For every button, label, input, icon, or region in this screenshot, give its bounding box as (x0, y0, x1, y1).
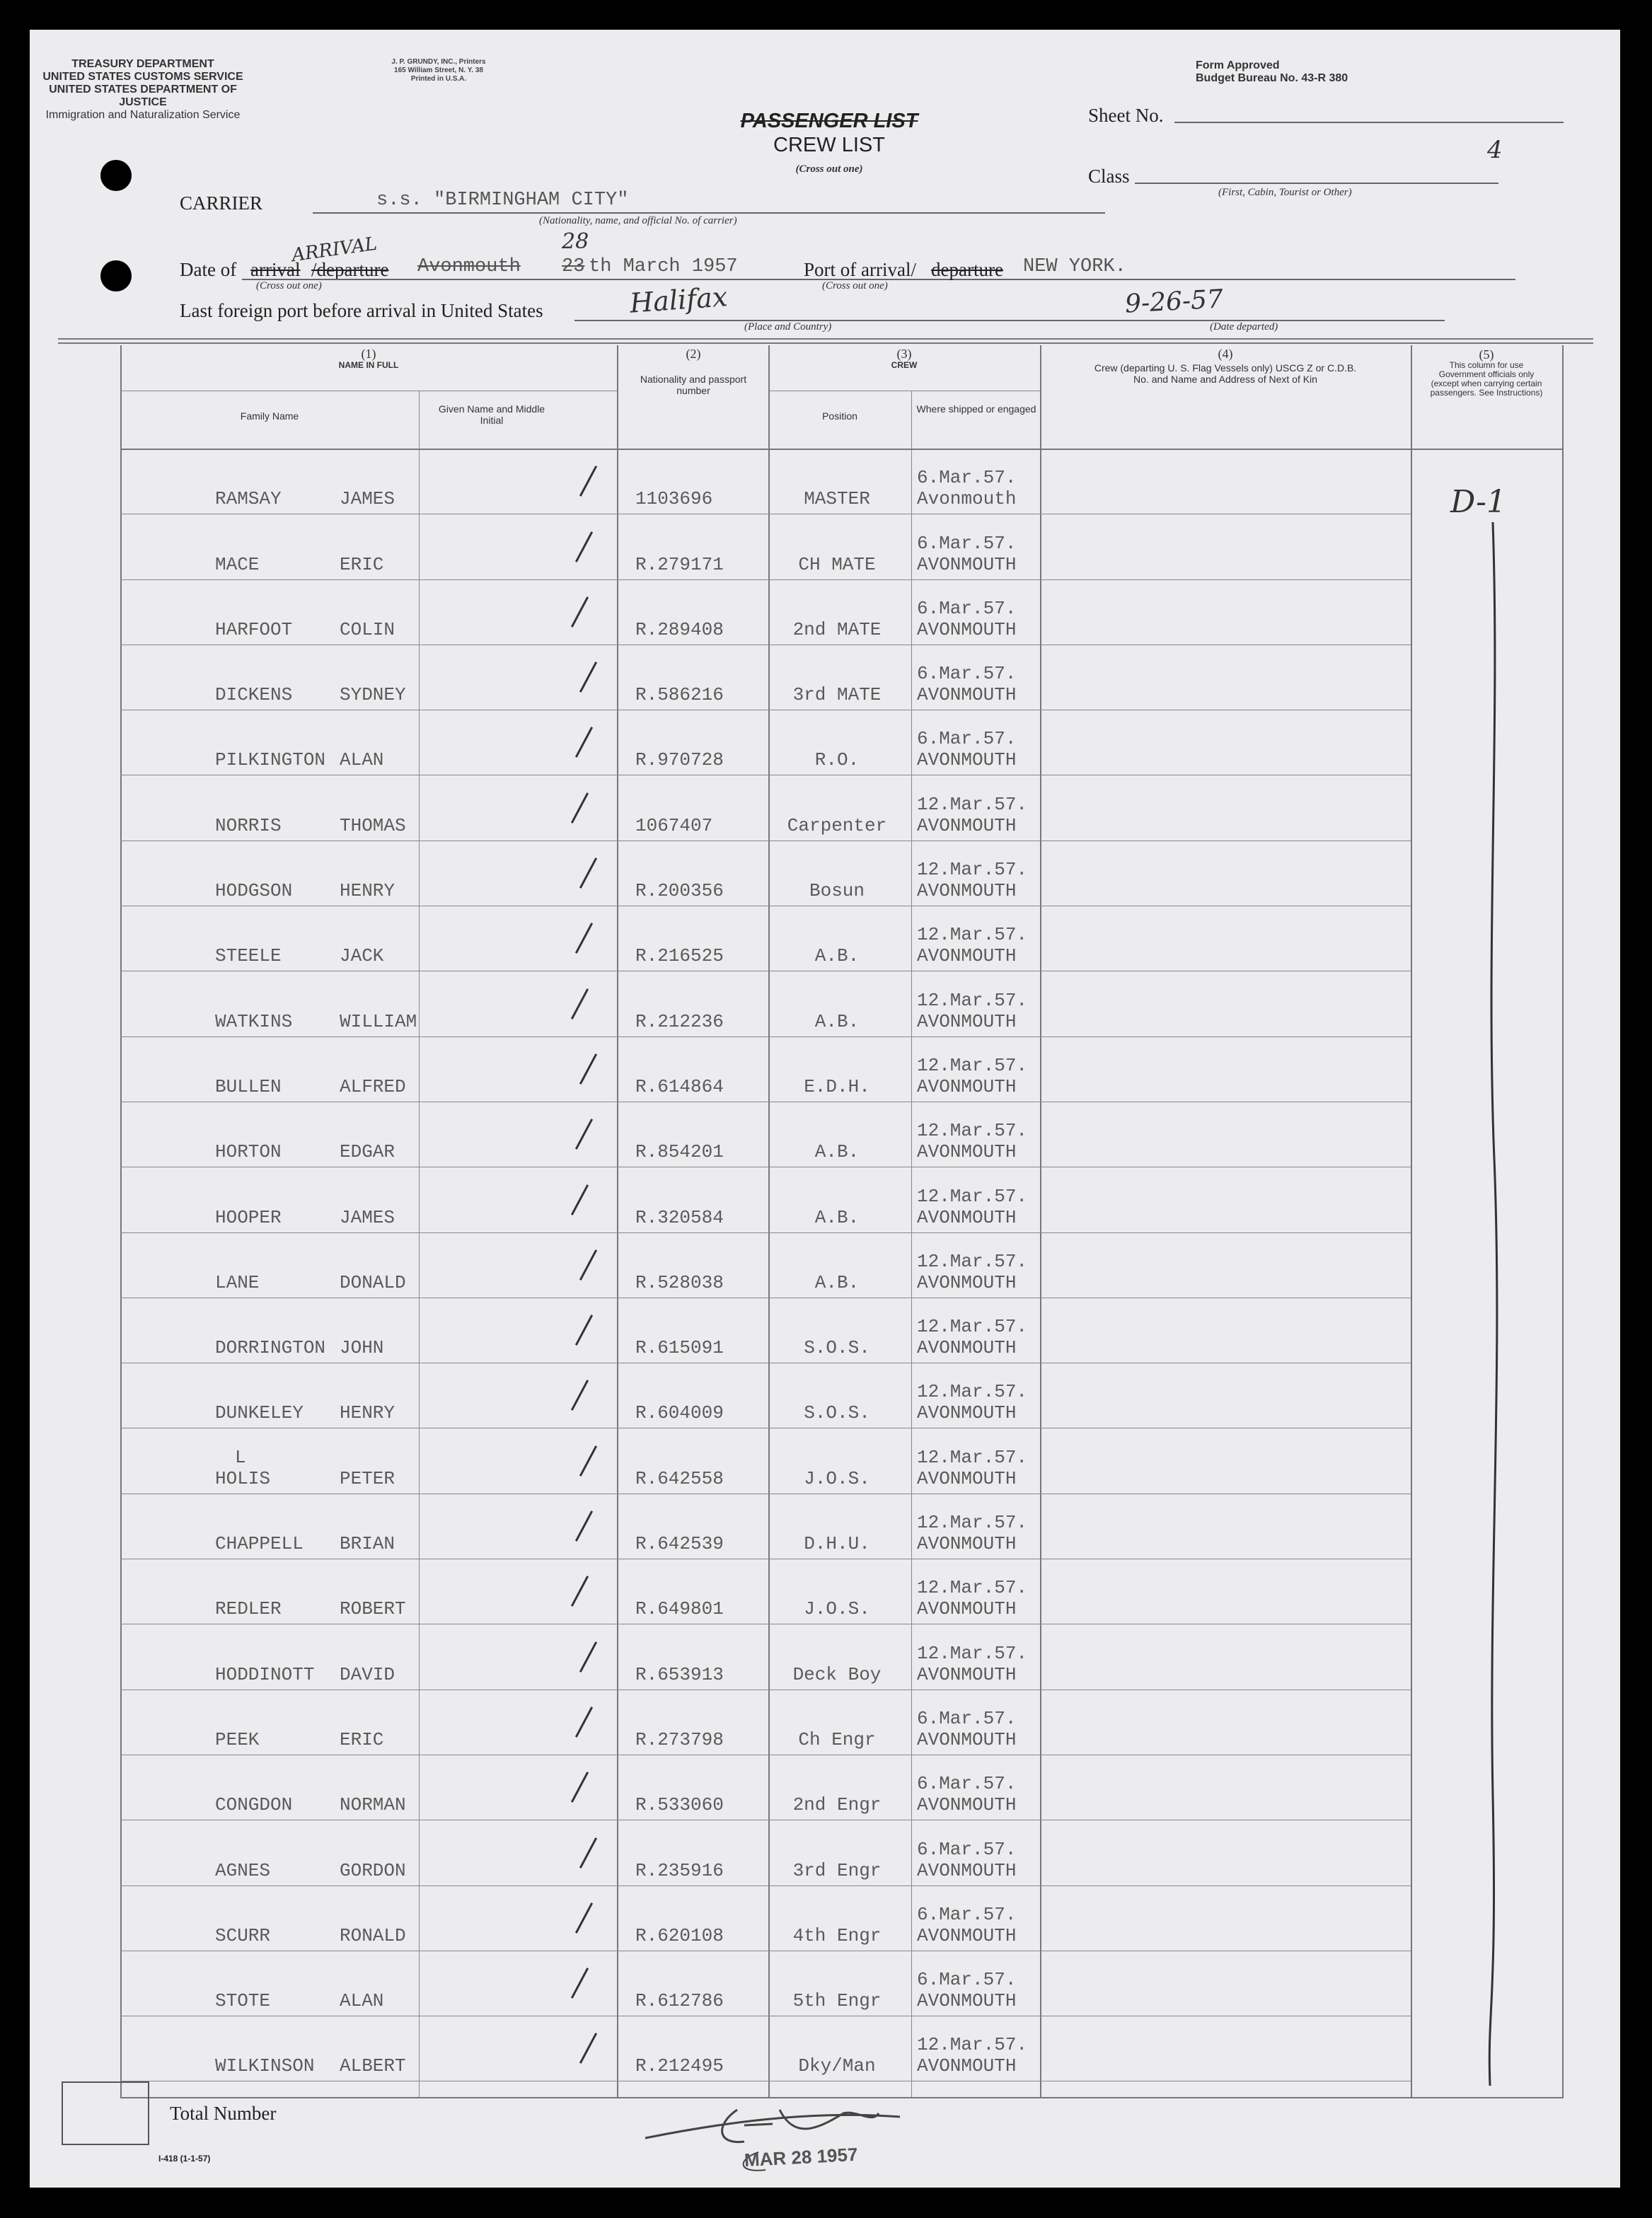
shipped-place: AVONMOUTH (917, 1663, 1017, 1685)
given-name: GORDON (340, 1859, 406, 1881)
class-label: Class (1088, 166, 1130, 187)
passport-number: R.649801 (635, 1598, 724, 1620)
passport-number: R.320584 (635, 1206, 724, 1228)
checkmark-icon (579, 1837, 597, 1868)
checkmark-icon (571, 1576, 589, 1607)
family-name: REDLER (215, 1598, 282, 1620)
departure-struck: /departure (311, 259, 389, 280)
given-name: WILLIAM (340, 1010, 417, 1032)
family-name: BULLEN (215, 1075, 282, 1097)
form-page (30, 30, 1620, 2188)
place-struck: Avonmouth (417, 256, 521, 277)
given-name: COLIN (340, 618, 395, 640)
shipped-date: 12.Mar.57. (917, 793, 1028, 815)
shipped-date: 12.Mar.57. (917, 1381, 1028, 1403)
punch-hole-icon (100, 160, 132, 191)
agency-line: UNITED STATES CUSTOMS SERVICE (42, 71, 243, 83)
agency-line: UNITED STATES DEPARTMENT OF JUSTICE (49, 83, 237, 108)
passport-number: R.216525 (635, 945, 724, 967)
family-name: PILKINGTON (215, 749, 326, 771)
col1-header (120, 348, 617, 371)
shipped-place: AVONMOUTH (917, 2055, 1017, 2077)
checkmark-icon (575, 1511, 593, 1542)
crew-position: A.B. (814, 1010, 860, 1032)
family-name: HODGSON (215, 880, 293, 902)
checkmark-icon (579, 2033, 597, 2064)
col4-header (1040, 348, 1411, 385)
shipped-date: 6.Mar.57. (917, 1903, 1017, 1925)
shipped-place: AVONMOUTH (917, 1141, 1017, 1163)
family-name: MACE (215, 553, 260, 575)
shipped-date: 12.Mar.57. (917, 2034, 1028, 2056)
table-row (120, 1885, 1564, 1951)
crew-position: 2nd Engr (792, 1794, 882, 1816)
shipped-date: 12.Mar.57. (917, 1577, 1028, 1599)
given-name: DAVID (340, 1663, 395, 1685)
col-number: (5) (1479, 347, 1494, 362)
passport-number: R.273798 (635, 1728, 724, 1750)
shipped-place: AVONMOUTH (917, 1337, 1017, 1359)
passenger-list-title: PASSENGER LIST (740, 110, 918, 132)
given-name: JOHN (340, 1337, 384, 1359)
crew-position: J.O.S. (804, 1467, 870, 1489)
table-row (120, 1624, 1564, 1689)
col5-header (1411, 348, 1562, 398)
shipped-place: AVONMOUTH (917, 1990, 1017, 2012)
passport-number: R.212495 (635, 2055, 724, 2077)
shipped-place: AVONMOUTH (917, 684, 1017, 706)
given-name: ALBERT (340, 2055, 406, 2077)
crew-position: J.O.S. (804, 1598, 870, 1620)
crew-position: S.O.S. (804, 1337, 870, 1359)
passport-number: 1067407 (635, 814, 713, 836)
given-name: BRIAN (340, 1533, 395, 1555)
shipped-place: AVONMOUTH (917, 553, 1017, 575)
shipped-date: 12.Mar.57. (917, 859, 1028, 881)
given-name: RONALD (340, 1924, 406, 1946)
port-label: Port of arrival/ (804, 259, 916, 280)
checkmark-icon (579, 857, 597, 889)
date-departed-value: 9-26-57 (1124, 284, 1224, 319)
checkmark-icon (571, 1772, 589, 1803)
cross-out-hint: (Cross out one) (795, 163, 863, 175)
col2-header (618, 348, 768, 396)
shipped-place: AVONMOUTH (917, 749, 1017, 771)
table-row (120, 449, 1564, 514)
checkmark-icon (571, 1184, 589, 1215)
family-name: LANE (215, 1271, 260, 1293)
table-row (120, 1167, 1564, 1232)
col-title: Nationality and passport number (640, 374, 747, 396)
table-row (120, 1298, 1564, 1363)
arrival-handwritten: ARRIVAL (290, 233, 379, 267)
day-struck: 23 (562, 256, 585, 277)
shipped-date: 12.Mar.57. (917, 1316, 1028, 1338)
given-name: ALAN (340, 1990, 384, 2012)
given-name: PETER (340, 1467, 395, 1489)
crew-position: E.D.H. (804, 1075, 870, 1097)
given-name: EDGAR (340, 1141, 395, 1163)
given-name: ERIC (340, 553, 384, 575)
checkmark-icon (579, 662, 597, 693)
date-label: Date of (180, 259, 237, 280)
sheet-number: 4 (1487, 136, 1503, 164)
shipped-place: AVONMOUTH (917, 1598, 1017, 1620)
shipped-date: 12.Mar.57. (917, 1446, 1028, 1468)
crew-position: R.O. (814, 749, 860, 771)
checkmark-icon (575, 531, 593, 562)
shipped-place: AVONMOUTH (917, 618, 1017, 640)
table-row (120, 775, 1564, 841)
passport-number: R.200356 (635, 880, 724, 902)
shipped-place: AVONMOUTH (917, 1010, 1017, 1032)
position-header: Position (822, 410, 857, 422)
shipped-place: Avonmouth (917, 488, 1017, 510)
table-row (120, 1363, 1564, 1428)
last-port-value: Halifax (628, 281, 729, 319)
checkmark-icon (575, 1902, 593, 1934)
crew-position: Deck Boy (792, 1663, 882, 1685)
form-approved-line: Form Approved (1196, 59, 1280, 71)
form-number: I-418 (1-1-57) (158, 2154, 211, 2164)
crew-table (120, 345, 1564, 2097)
passport-number: R.289408 (635, 618, 724, 640)
given-name: DONALD (340, 1271, 406, 1293)
table-row (120, 1951, 1564, 2016)
crew-position: Ch Engr (798, 1728, 876, 1750)
crew-position: A.B. (814, 1271, 860, 1293)
date-stamp: MAR 28 1957 (744, 2143, 859, 2171)
crew-position: 3rd Engr (792, 1859, 882, 1881)
passport-number: R.642539 (635, 1533, 724, 1555)
family-name: HODDINOTT (215, 1663, 315, 1685)
shipped-date: 6.Mar.57. (917, 663, 1017, 685)
table-row (120, 1036, 1564, 1102)
given-name: JACK (340, 945, 384, 967)
form-approved (1196, 59, 1365, 85)
passport-number: R.615091 (635, 1337, 724, 1359)
passport-number: R.970728 (635, 749, 724, 771)
shipped-place: AVONMOUTH (917, 880, 1017, 902)
form-title (702, 109, 957, 181)
col-title: NAME IN FULL (338, 360, 399, 370)
table-row (120, 1428, 1564, 1494)
date-value: th March 1957 (589, 256, 738, 277)
passport-number: R.614864 (635, 1075, 724, 1097)
family-name: WATKINS (215, 1010, 293, 1032)
passport-number: R.642558 (635, 1467, 724, 1489)
agency-line: Immigration and Naturalization Service (45, 109, 241, 121)
port-cross-out-hint: (Cross out one) (822, 280, 888, 291)
table-row (120, 971, 1564, 1036)
crew-position: D.H.U. (804, 1533, 870, 1555)
shipped-place: AVONMOUTH (917, 1206, 1017, 1228)
checkmark-icon (571, 988, 589, 1020)
family-name: DUNKELEY (215, 1402, 304, 1424)
shipped-date: 12.Mar.57. (917, 1120, 1028, 1142)
total-number-box[interactable] (62, 2081, 149, 2145)
family-name: CHAPPELL (215, 1533, 304, 1555)
family-name: HARFOOT (215, 618, 293, 640)
header-rule (58, 342, 1593, 344)
passport-number: R.854201 (635, 1141, 724, 1163)
given-name: SYDNEY (340, 684, 406, 706)
family-name-header: Family Name (240, 410, 299, 422)
crew-position: CH MATE (798, 553, 876, 575)
table-row (120, 1755, 1564, 1820)
table-row (120, 841, 1564, 906)
passport-number: R.279171 (635, 553, 724, 575)
shipped-place: AVONMOUTH (917, 945, 1017, 967)
given-name: JAMES (340, 488, 395, 510)
holis-annotation: L (235, 1446, 246, 1468)
carrier-label: CARRIER (180, 192, 263, 214)
table-row (120, 1102, 1564, 1167)
given-name: ROBERT (340, 1598, 406, 1620)
family-name: PEEK (215, 1728, 260, 1750)
crew-position: 5th Engr (792, 1990, 882, 2012)
col-title: This column for use Government officials only (except when carrying certain passengers. See Instructions) (1430, 360, 1543, 398)
family-name: DICKENS (215, 684, 293, 706)
printer-line: Printed in U.S.A. (410, 75, 467, 83)
given-name: ALAN (340, 749, 384, 771)
crew-list-title: CREW LIST (773, 134, 885, 156)
official-mark: D-1 (1450, 484, 1506, 520)
port-departure-struck: departure (931, 259, 1003, 280)
checkmark-icon (575, 923, 593, 954)
checkmark-icon (579, 1249, 597, 1281)
col3-header (768, 348, 1040, 371)
sheet-underline (1174, 122, 1564, 123)
header-rule (58, 338, 1593, 340)
given-name: ALFRED (340, 1075, 406, 1097)
crew-position: Dky/Man (798, 2055, 876, 2077)
given-name: HENRY (340, 880, 395, 902)
printer-line: 165 William Street, N. Y. 38 (394, 67, 483, 74)
table-row (120, 1820, 1564, 1885)
family-name: SCURR (215, 1924, 271, 1946)
crew-position: MASTER (804, 488, 870, 510)
printer-line: J. P. GRUNDY, INC., Printers (391, 58, 486, 66)
checkmark-icon (575, 1315, 593, 1346)
crew-position: S.O.S. (804, 1402, 870, 1424)
carrier-underline (313, 212, 1105, 214)
crew-position: A.B. (814, 1141, 860, 1163)
table-row (120, 1494, 1564, 1559)
crew-position: 4th Engr (792, 1924, 882, 1946)
passport-number: R.533060 (635, 1794, 724, 1816)
table-row (120, 514, 1564, 579)
checkmark-icon (579, 466, 597, 497)
shipped-date: 12.Mar.57. (917, 1512, 1028, 1534)
shipped-place: AVONMOUTH (917, 1533, 1017, 1555)
family-name: HOOPER (215, 1206, 282, 1228)
family-name: HOLIS (215, 1467, 271, 1489)
shipped-place: AVONMOUTH (917, 1075, 1017, 1097)
crew-position: 2nd MATE (792, 618, 882, 640)
passport-number: R.653913 (635, 1663, 724, 1685)
passport-number: R.586216 (635, 684, 724, 706)
col-number: (3) (896, 347, 912, 361)
col-title: CREW (891, 360, 918, 370)
class-hint: (First, Cabin, Tourist or Other) (1218, 187, 1352, 198)
agency-line: TREASURY DEPARTMENT (71, 58, 214, 70)
last-port-hint: (Place and Country) (744, 321, 832, 333)
col-number: (4) (1218, 347, 1233, 361)
shipped-place: AVONMOUTH (917, 1859, 1017, 1881)
family-name: WILKINSON (215, 2055, 315, 2077)
checkmark-icon (571, 1968, 589, 1999)
given-name-header: Given Name and Middle Initial (438, 403, 545, 426)
family-name: DORRINGTON (215, 1337, 326, 1359)
shipped-place: AVONMOUTH (917, 1271, 1017, 1293)
crew-position: 3rd MATE (792, 684, 882, 706)
passport-number: R.528038 (635, 1271, 724, 1293)
table-row (120, 2016, 1564, 2081)
family-name: NORRIS (215, 814, 282, 836)
passport-number: R.612786 (635, 1990, 724, 2012)
checkmark-icon (571, 596, 589, 628)
family-name: RAMSAY (215, 488, 282, 510)
family-name: AGNES (215, 1859, 271, 1881)
shipped-date: 12.Mar.57. (917, 924, 1028, 946)
passport-number: R.604009 (635, 1402, 724, 1424)
checkmark-icon (571, 792, 589, 824)
agency-header (30, 58, 256, 122)
shipped-place: AVONMOUTH (917, 1467, 1017, 1489)
shipped-place: AVONMOUTH (917, 814, 1017, 836)
shipped-date: 6.Mar.57. (917, 1707, 1017, 1729)
family-name: STEELE (215, 945, 282, 967)
punch-hole-icon (100, 260, 132, 291)
given-name: HENRY (340, 1402, 395, 1424)
date-cross-out-hint: (Cross out one) (256, 280, 322, 291)
col-number: (2) (686, 347, 701, 361)
form-approved-line: Budget Bureau No. 43-R 380 (1196, 72, 1348, 84)
where-shipped-header: Where shipped or engaged (916, 403, 1036, 415)
class-underline (1135, 183, 1498, 184)
checkmark-icon (579, 1641, 597, 1673)
last-port-label: Last foreign port before arrival in United States (180, 300, 543, 321)
family-name: CONGDON (215, 1794, 293, 1816)
table-row (120, 1232, 1564, 1298)
checkmark-icon (575, 1706, 593, 1738)
shipped-date: 6.Mar.57. (917, 1969, 1017, 1991)
arrival-struck: arrival (250, 259, 301, 280)
carrier-value: s.s. "BIRMINGHAM CITY" (376, 190, 629, 211)
given-name: THOMAS (340, 814, 406, 836)
checkmark-icon (575, 727, 593, 758)
printer-info (375, 58, 502, 83)
passport-number: 1103696 (635, 488, 713, 510)
checkmark-icon (571, 1380, 589, 1411)
shipped-date: 6.Mar.57. (917, 467, 1017, 489)
shipped-date: 6.Mar.57. (917, 532, 1017, 554)
carrier-hint: (Nationality, name, and official No. of carrier) (539, 215, 737, 226)
shipped-date: 6.Mar.57. (917, 597, 1017, 619)
passport-number: R.212236 (635, 1010, 724, 1032)
sheet-label: Sheet No. (1088, 105, 1164, 126)
shipped-place: AVONMOUTH (917, 1924, 1017, 1946)
date-departed-hint: (Date departed) (1210, 321, 1278, 333)
col-title: Crew (departing U. S. Flag Vessels only) USCG Z or C.D.B. No. and Name and Address of Next of Kin (1094, 362, 1357, 385)
crew-position: Bosun (809, 880, 865, 902)
total-number-label: Total Number (170, 2103, 277, 2124)
shipped-date: 12.Mar.57. (917, 1250, 1028, 1272)
shipped-date: 12.Mar.57. (917, 1642, 1028, 1664)
passport-number: R.235916 (635, 1859, 724, 1881)
checkmark-icon (579, 1445, 597, 1477)
shipped-date: 6.Mar.57. (917, 728, 1017, 750)
shipped-place: AVONMOUTH (917, 1402, 1017, 1424)
shipped-place: AVONMOUTH (917, 1794, 1017, 1816)
shipped-date: 12.Mar.57. (917, 1185, 1028, 1207)
shipped-date: 12.Mar.57. (917, 1054, 1028, 1076)
given-name: JAMES (340, 1206, 395, 1228)
crew-position: A.B. (814, 945, 860, 967)
given-name: ERIC (340, 1728, 384, 1750)
table-row (120, 1690, 1564, 1755)
day-handwritten: 28 (562, 229, 589, 254)
passport-number: R.620108 (635, 1924, 724, 1946)
family-name: STOTE (215, 1990, 271, 2012)
table-row (120, 710, 1564, 775)
port-value: NEW YORK. (1023, 256, 1126, 277)
shipped-date: 6.Mar.57. (917, 1773, 1017, 1795)
checkmark-icon (579, 1053, 597, 1085)
family-name: HORTON (215, 1141, 282, 1163)
shipped-date: 12.Mar.57. (917, 989, 1028, 1011)
shipped-date: 6.Mar.57. (917, 1838, 1017, 1860)
official-bracket-line (1479, 522, 1507, 2093)
table-row (120, 1559, 1564, 1624)
checkmark-icon (575, 1119, 593, 1150)
col-number: (1) (361, 347, 376, 361)
table-row (120, 579, 1564, 645)
table-row (120, 645, 1564, 710)
given-name: NORMAN (340, 1794, 406, 1816)
crew-position: A.B. (814, 1206, 860, 1228)
shipped-place: AVONMOUTH (917, 1728, 1017, 1750)
crew-position: Carpenter (787, 814, 887, 836)
table-row (120, 906, 1564, 971)
